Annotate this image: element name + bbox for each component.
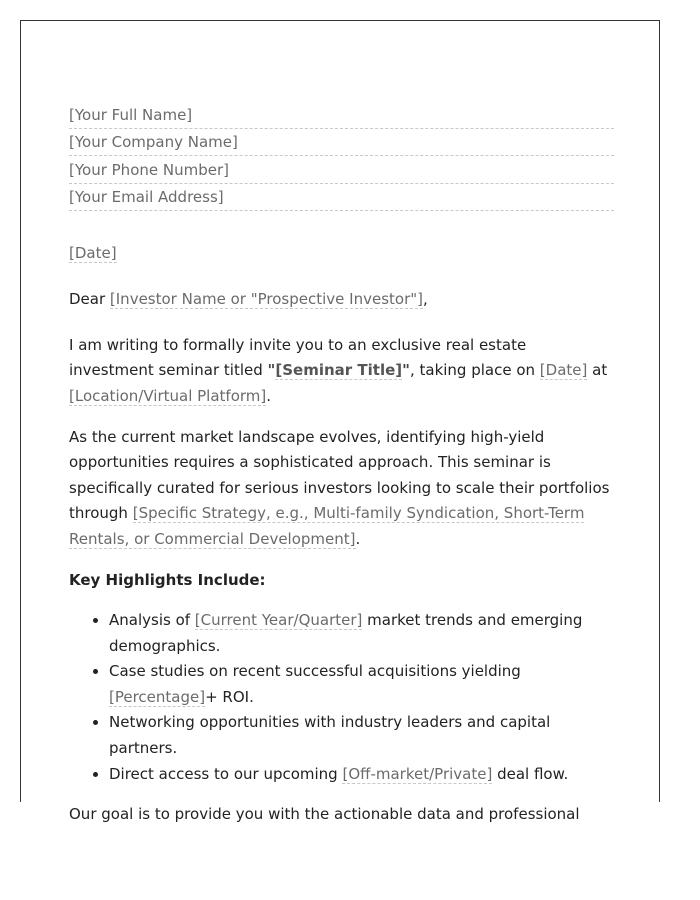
seminar-title [268, 361, 410, 380]
salutation-prefix: Dear [69, 290, 110, 309]
sender-name-field[interactable]: [Your Full Name] [69, 103, 614, 129]
seminar-title-open-quote: " [267, 361, 276, 380]
list-item [109, 710, 614, 761]
highlight-4-text-1: Direct access to our upcoming [109, 764, 343, 783]
seminar-title-close-quote: " [402, 361, 410, 380]
highlights-heading: Key Highlights Include: [69, 570, 266, 589]
salutation-suffix: , [423, 290, 428, 309]
salutation [69, 287, 614, 313]
invitation-text-1: I am writing to formally invite you to an exclusive real estate investment seminar titled [69, 335, 527, 380]
highlight-3-text: Networking opportunities with industry leaders and capital partners. [109, 713, 551, 758]
strategy-paragraph [69, 425, 614, 553]
list-item [109, 608, 614, 659]
document-page [20, 20, 660, 824]
strategy-text-1: As the current market landscape evolves, identifying high-yield opportunities requires a sophisticated approach. This seminar is specifically curated for serious investors looking to scale their portfolios through [69, 427, 610, 523]
closing-paragraph [69, 802, 614, 828]
date-line [69, 241, 614, 267]
seminar-date-field[interactable]: [Date] [539, 361, 588, 380]
deal-type-field[interactable]: [Off-market/Private] [342, 764, 493, 783]
invitation-text-4: . [266, 386, 272, 405]
recipient-field[interactable]: [Investor Name or "Prospective Investor"] [109, 290, 423, 309]
highlight-1-text-1: Analysis of [109, 611, 195, 630]
strategy-text-2: . [355, 529, 361, 548]
letter-body [69, 103, 614, 828]
sender-phone-field[interactable]: [Your Phone Number] [69, 158, 614, 184]
highlight-2-text-2: + ROI. [205, 687, 254, 706]
highlight-4-text-2: deal flow. [492, 764, 569, 783]
highlight-1-text-2: market trends and emerging demographics. [109, 611, 583, 655]
invitation-paragraph [69, 333, 614, 410]
sender-company-field[interactable]: [Your Company Name] [69, 130, 614, 156]
closing-text: Our goal is to provide you with the actionable data and professional [69, 805, 580, 824]
highlights-list [69, 608, 614, 787]
seminar-title-field[interactable]: [Seminar Title] [275, 361, 403, 380]
list-item [109, 659, 614, 710]
list-item [109, 762, 614, 788]
percentage-field[interactable]: [Percentage] [109, 687, 206, 706]
invitation-text-2: , taking place on [409, 361, 540, 380]
sender-block [69, 103, 614, 211]
highlight-2-text-1: Case studies on recent successful acquisitions yielding [109, 662, 521, 681]
date-field[interactable]: [Date] [69, 244, 117, 263]
location-field[interactable]: [Location/Virtual Platform] [69, 386, 267, 405]
sender-email-field[interactable]: [Your Email Address] [69, 185, 614, 211]
period-field[interactable]: [Current Year/Quarter] [194, 611, 363, 630]
strategy-field[interactable]: [Specific Strategy, e.g., Multi-family Syndication, Short-Term Rentals, or Commercial Development] [69, 504, 585, 548]
invitation-text-3: at [587, 361, 608, 380]
